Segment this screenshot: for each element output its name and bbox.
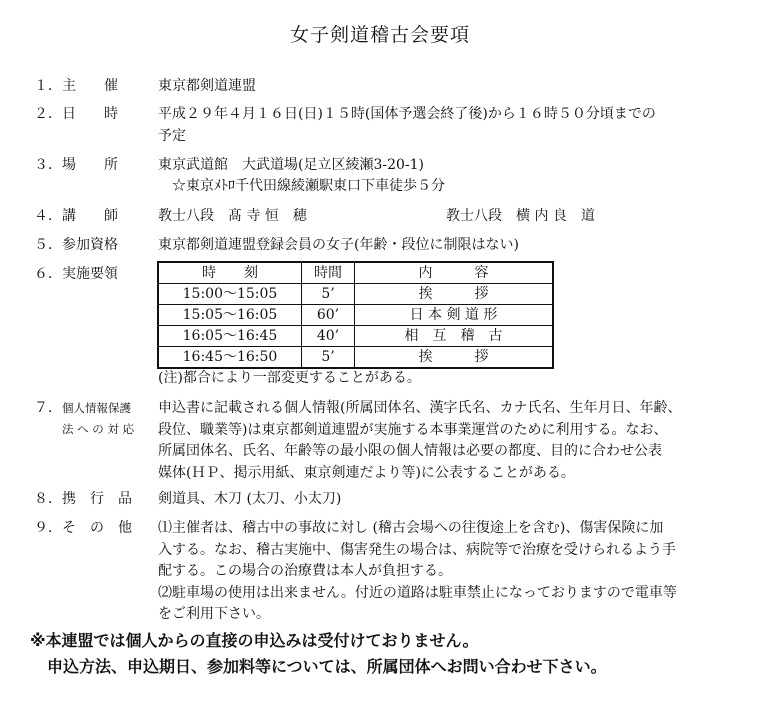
eligibility-label: ５．参加資格 (34, 237, 118, 253)
other-line: 入する。なお、稽古実施中、傷害発生の場合は、病院等で治療を受けられるよう手 (158, 541, 676, 558)
header-time: 時 刻 (158, 262, 302, 284)
items-value: 剣道具、木刀 (太刀、小太刀) (158, 491, 342, 507)
privacy-text (158, 398, 738, 484)
venue-label: ３．場 所 (34, 157, 118, 173)
other-line: ⑵駐車場の使用は出来ません。付近の道路は駐車禁止になっておりますので電車等 (158, 584, 677, 601)
header-duration: 時間 (302, 262, 355, 284)
table-row (158, 347, 553, 369)
cell-duration: 5’ (302, 284, 355, 305)
organizer-value: 東京都剣道連盟 (158, 78, 256, 94)
cell-content: 相 互 稽 古 (355, 326, 554, 347)
other-text (158, 518, 738, 626)
date-line-2: 予定 (158, 128, 186, 144)
schedule-header-row (158, 262, 553, 284)
notice-line-1: ※本連盟では個人からの直接の申込みは受付けておりません。 (30, 631, 479, 650)
header-content: 内 容 (355, 262, 554, 284)
cell-content: 挨 拶 (355, 284, 554, 305)
other-line: ⑴主催者は、稽古中の事故に対し (稽古会場への往復途上を含む)、傷害保険に加 (158, 520, 664, 536)
privacy-label-line-2: 法 へ の 対 応 (62, 422, 135, 436)
cell-content: 挨 拶 (355, 347, 554, 369)
schedule-note: (注)都合により一部変更することがある。 (158, 370, 421, 386)
venue-line-1: 東京武道館 大武道場(足立区綾瀬3-20-1) (158, 157, 425, 173)
privacy-label-num: ７． (34, 400, 62, 416)
cell-duration: 40’ (302, 326, 355, 347)
instructor-1: 教士八段 髙 寺 恒 穂 (158, 208, 307, 224)
cell-content: 日 本 剣 道 形 (355, 305, 554, 326)
notice-line-2: 申込方法、申込期日、参加料等については、所属団体へお問い合わせ下さい。 (47, 657, 607, 676)
instructor-2: 教士八段 横 内 良 道 (446, 208, 595, 224)
cell-time: 15:05～16:05 (158, 305, 302, 326)
table-row (158, 284, 553, 305)
instructors-label: ４．講 師 (34, 208, 118, 224)
organizer-label: １．主 催 (34, 78, 118, 94)
cell-duration: 60’ (302, 305, 355, 326)
other-line: 配する。この場合の治療費は本人が負担する。 (158, 563, 452, 579)
privacy-label-line-1: 個人情報保護 (62, 401, 131, 415)
other-line: をご利用下さい。 (158, 606, 270, 622)
table-row (158, 305, 553, 326)
document-title: 女子剣道稽古会要項 (289, 24, 470, 46)
cell-time: 15:00～15:05 (158, 284, 302, 305)
schedule-label: ６．実施要領 (34, 266, 118, 282)
cell-duration: 5’ (302, 347, 355, 369)
table-row (158, 326, 553, 347)
cell-time: 16:45～16:50 (158, 347, 302, 369)
date-line-1: 平成２９年４月１６日(日)１５時(国体予選会終了後)から１６時５０分頃までの (158, 106, 656, 122)
other-label: ９．そ の 他 (34, 520, 132, 536)
privacy-line: 段位、職業等)は東京都剣道連盟が実施する本事業運営のために利用する。なお、 (158, 421, 668, 438)
items-label: ８．携 行 品 (34, 491, 132, 507)
privacy-line: 申込書に記載される個人情報(所属団体名、漢字氏名、カナ氏名、生年月日、年齢、 (158, 400, 682, 416)
date-label: ２．日 時 (34, 106, 118, 122)
cell-time: 16:05～16:45 (158, 326, 302, 347)
privacy-line: 媒体(ＨＰ、掲示用紙、東京剣連だより等)に公表することがある。 (158, 464, 575, 481)
schedule-table (157, 261, 554, 369)
venue-line-2: ☆東京ﾒﾄﾛ千代田線綾瀬駅東口下車徒歩５分 (172, 178, 445, 194)
privacy-line: 所属団体名、氏名、年齢等の最小限の個人情報は必要の都度、目的に合わせ公表 (158, 443, 662, 459)
eligibility-value: 東京都剣道連盟登録会員の女子(年齢・段位に制限はない) (158, 237, 519, 253)
